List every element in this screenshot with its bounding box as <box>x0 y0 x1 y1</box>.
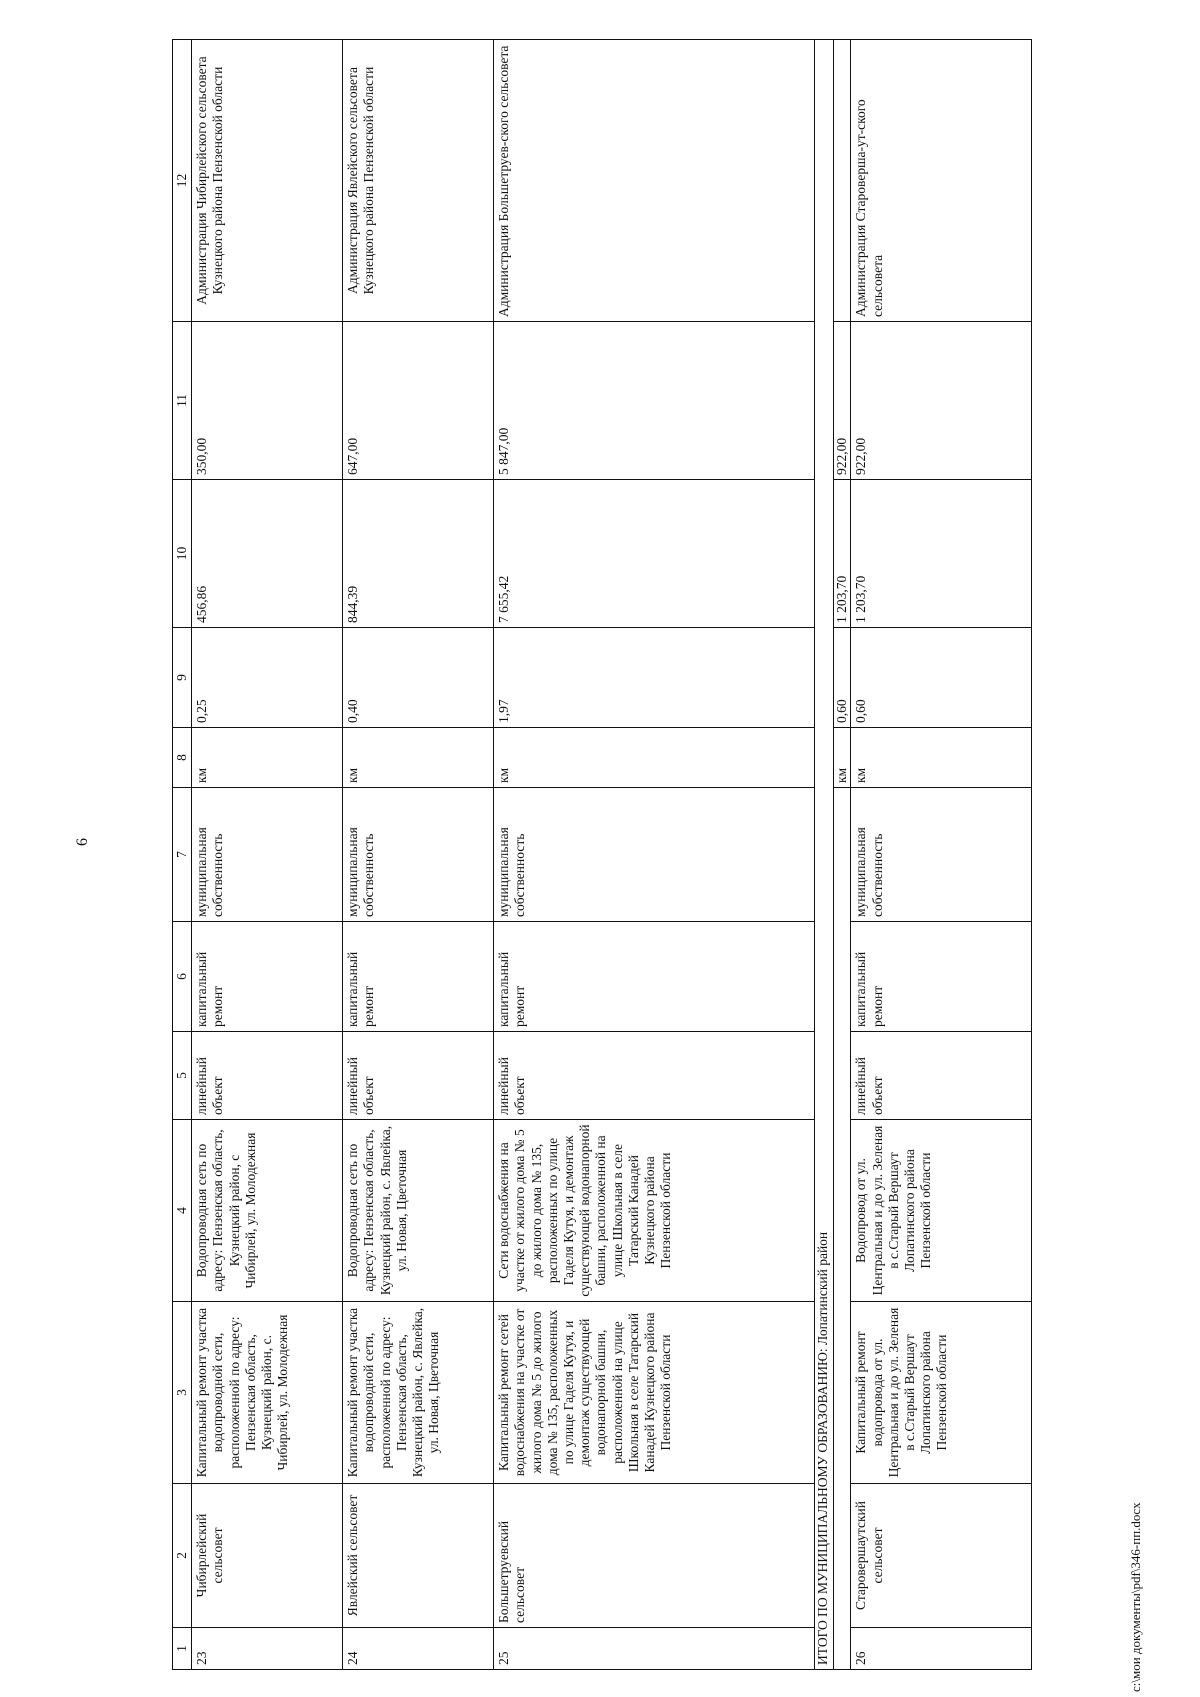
object-type-cell: линейный объект <box>494 1032 815 1120</box>
funding-cell: 350,00 <box>192 322 343 480</box>
objects-table <box>172 39 1032 1670</box>
work-description-cell: Капитальный ремонт участка водопроводной сети, расположенной по адресу: Пензенская область, Кузнецкий район, с. Явлейка, ул. Новая, Цветочная <box>343 1302 494 1484</box>
unit-cell: км <box>494 728 815 788</box>
object-address-cell: Водопроводная сеть по адресу: Пензенская область, Кузнецкий район, с Чибирлей, ул. Молодежная <box>192 1120 343 1302</box>
council-cell: Большетруевский сельсовет <box>494 1484 815 1628</box>
funding-cell: 647,00 <box>343 322 494 480</box>
table-row <box>192 40 343 1670</box>
column-number: 5 <box>173 1032 192 1120</box>
table-wrapper <box>172 40 1032 1670</box>
customer-cell: Администрация Чибирлейского сельсовета Кузнецкого района Пензенской области <box>192 40 343 322</box>
table-row <box>494 40 815 1670</box>
cost-cell: 1 203,70 <box>851 480 1032 628</box>
quantity-cell: 1,97 <box>494 628 815 728</box>
council-cell: Явлейский сельсовет <box>343 1484 494 1628</box>
object-type-cell: линейный объект <box>192 1032 343 1120</box>
funding-cell: 922,00 <box>851 322 1032 480</box>
table-row <box>343 40 494 1670</box>
council-cell: Старовершаутский сельсовет <box>851 1484 1032 1628</box>
customer-cell: Администрация Староверша-ут-ского сельсовета <box>851 40 1032 322</box>
funding-cell: 5 847,00 <box>494 322 815 480</box>
council-cell: Чибирлейский сельсовет <box>192 1484 343 1628</box>
row-number: 24 <box>343 1628 494 1670</box>
work-description-cell: Капитальный ремонт сетей водоснабжения на участке от жилого дома № 5 до жилого дома № 135, расположенных по улице Гаделя Кутуя, и демонтаж существующей водонапорной башни, расположенной на улице Школьная в селе Татарский Канадей Кузнецкого района Пензенской области <box>494 1302 815 1484</box>
total-funding-cell: 922,00 <box>834 322 851 480</box>
column-number: 4 <box>173 1120 192 1302</box>
total-quantity-cell: 0,60 <box>834 628 851 728</box>
column-number: 3 <box>173 1302 192 1484</box>
column-number: 12 <box>173 40 192 322</box>
column-number: 11 <box>173 322 192 480</box>
column-number: 7 <box>173 788 192 922</box>
cost-cell: 7 655,42 <box>494 480 815 628</box>
column-numbers-row <box>173 40 192 1670</box>
column-number: 9 <box>173 628 192 728</box>
object-type-cell: линейный объект <box>343 1032 494 1120</box>
object-address-cell: Водопровод от ул. Центральная и до ул. Зеленая в с.Старый Вершаут Лопатинского района Пензенской области <box>851 1120 1032 1302</box>
quantity-cell: 0,60 <box>851 628 1032 728</box>
column-number: 8 <box>173 728 192 788</box>
object-address-cell: Сети водоснабжения на участке от жилого дома № 5 до жилого дома № 135, расположенных по улице Гаделя Кутуя, и демонтаж существующей водонапорной башни, расположенной на улице Школьная в селе Татарский Канадей Кузнецкого района Пензенской области <box>494 1120 815 1302</box>
page-number: 6 <box>74 838 91 846</box>
ownership-cell: муниципальная собственность <box>851 788 1032 922</box>
file-path-footer: c:\мои документы\pdf\346-пп.docx <box>1128 1502 1143 1692</box>
row-number: 26 <box>851 1628 1032 1670</box>
row-number: 23 <box>192 1628 343 1670</box>
column-number: 2 <box>173 1484 192 1628</box>
work-description-cell: Капитальный ремонт водопровода от ул. Центральная и до ул. Зеленая в с.Старый Вершаут Лопатинского района Пензенской области <box>851 1302 1032 1484</box>
section-header-row <box>815 40 834 1670</box>
ownership-cell: муниципальная собственность <box>192 788 343 922</box>
row-number: 25 <box>494 1628 815 1670</box>
unit-cell: км <box>192 728 343 788</box>
work-kind-cell: капитальный ремонт <box>343 922 494 1032</box>
work-description-cell: Капитальный ремонт участка водопроводной сети, расположенной по адресу: Пензенская область, Кузнецкий район, с. Чибирлей, ул. Молодежная <box>192 1302 343 1484</box>
column-number: 10 <box>173 480 192 628</box>
work-kind-cell: капитальный ремонт <box>851 922 1032 1032</box>
cost-cell: 844,39 <box>343 480 494 628</box>
object-address-cell: Водопроводная сеть по адресу: Пензенская область, Кузнецкий район, с. Явлейка, ул. Новая, Цветочная <box>343 1120 494 1302</box>
ownership-cell: муниципальная собственность <box>343 788 494 922</box>
work-kind-cell: капитальный ремонт <box>494 922 815 1032</box>
unit-cell: км <box>343 728 494 788</box>
customer-cell: Администрация Явлейского сельсовета Кузнецкого района Пензенской области <box>343 40 494 322</box>
table-row <box>851 40 1032 1670</box>
total-unit-cell: км <box>834 728 851 788</box>
customer-cell: Администрация Большетруев-ского сельсовета <box>494 40 815 322</box>
column-number: 1 <box>173 1628 192 1670</box>
total-customer-cell <box>834 40 851 322</box>
work-kind-cell: капитальный ремонт <box>192 922 343 1032</box>
quantity-cell: 0,25 <box>192 628 343 728</box>
section-title: ИТОГО ПО МУНИЦИПАЛЬНОМУ ОБРАЗОВАНИЮ: Лопатинский район <box>815 40 834 1670</box>
section-total-row <box>834 40 851 1670</box>
column-number: 6 <box>173 922 192 1032</box>
object-type-cell: линейный объект <box>851 1032 1032 1120</box>
total-spacer <box>834 788 851 1670</box>
quantity-cell: 0,40 <box>343 628 494 728</box>
total-cost-cell: 1 203,70 <box>834 480 851 628</box>
cost-cell: 456,86 <box>192 480 343 628</box>
unit-cell: км <box>851 728 1032 788</box>
ownership-cell: муниципальная собственность <box>494 788 815 922</box>
